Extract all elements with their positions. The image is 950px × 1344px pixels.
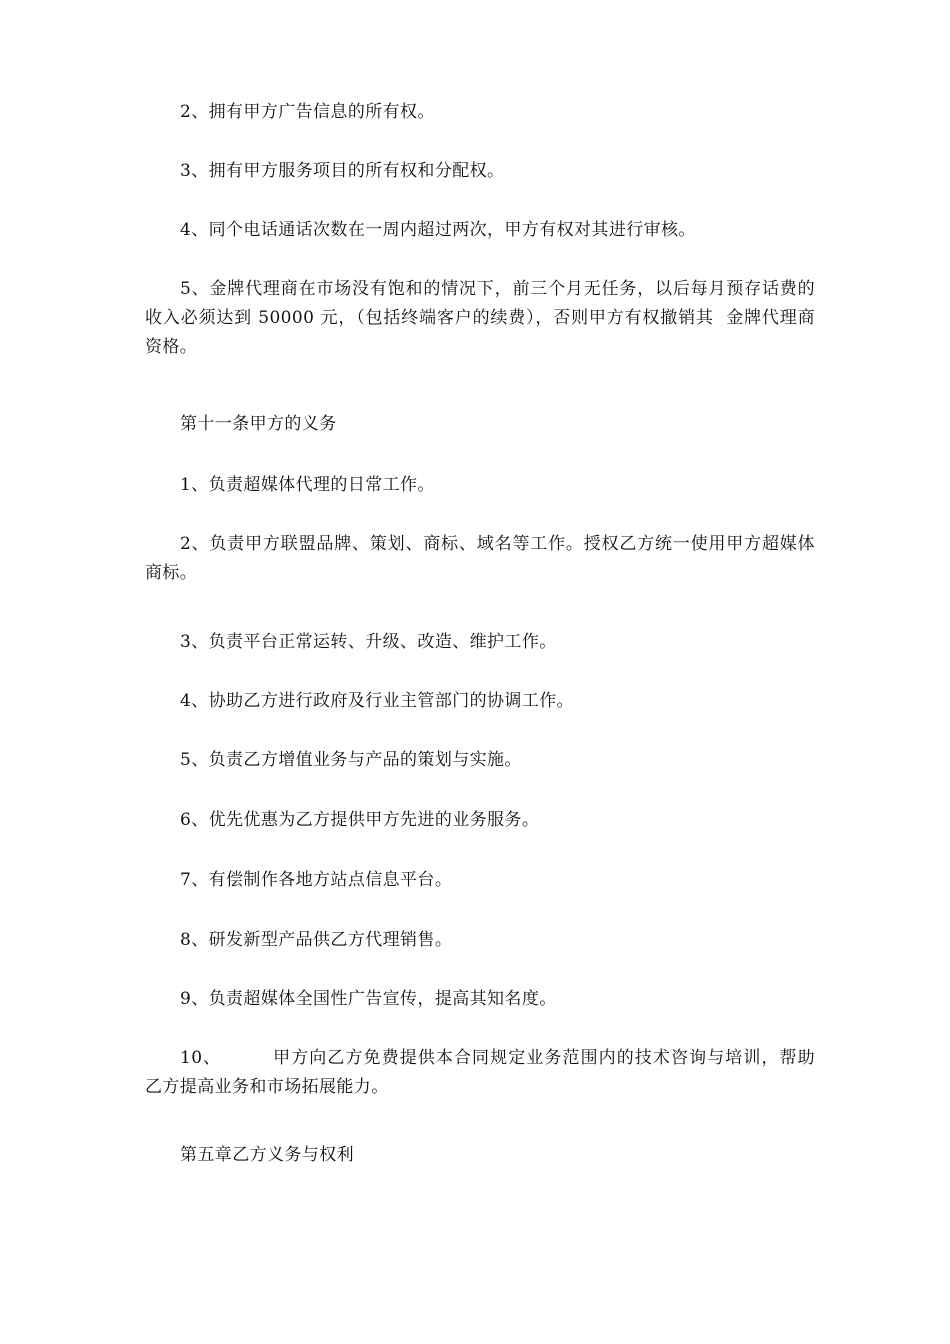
paragraph-item-5-gold-agent: 5、金牌代理商在市场没有饱和的情况下，前三个月无任务，以后每月预存话费的收入必须达到 50000 元，（包括终端客户的续费），否则甲方有权撤销其 金牌代理商资格。 xyxy=(145,279,815,357)
paragraph-duty-5: 5、负责乙方增值业务与产品的策划与实施。 xyxy=(180,750,522,770)
paragraph-item-3-service-ownership: 3、拥有甲方服务项目的所有权和分配权。 xyxy=(180,161,505,181)
paragraph-item-4-call-review: 4、同个电话通话次数在一周内超过两次，甲方有权对其进行审核。 xyxy=(180,220,696,240)
paragraph-duty-7: 7、有偿制作各地方站点信息平台。 xyxy=(180,870,453,890)
paragraph-duty-10: 10、 甲方向乙方免费提供本合同规定业务范围内的技术咨询与培训，帮助 乙方提高业务和市场拓展能力。 xyxy=(145,1048,827,1097)
paragraph-item-2-ad-ownership: 2、拥有甲方广告信息的所有权。 xyxy=(180,102,435,122)
paragraph-duty-9: 9、负责超媒体全国性广告宣传，提高其知名度。 xyxy=(180,989,557,1009)
paragraph-duty-8: 8、研发新型产品供乙方代理销售。 xyxy=(180,930,453,950)
paragraph-duty-4: 4、协助乙方进行政府及行业主管部门的协调工作。 xyxy=(180,691,575,711)
chapter-heading-5: 第五章乙方义务与权利 xyxy=(180,1145,354,1165)
paragraph-duty-3: 3、负责平台正常运转、升级、改造、维护工作。 xyxy=(180,632,557,652)
section-heading-article-11: 第十一条甲方的义务 xyxy=(180,414,337,434)
paragraph-duty-6: 6、优先优惠为乙方提供甲方先进的业务服务。 xyxy=(180,810,540,830)
paragraph-duty-2: 2、负责甲方联盟品牌、策划、商标、域名等工作。授权乙方统一使用甲方超媒体商标。 xyxy=(145,534,815,583)
paragraph-duty-1: 1、负责超媒体代理的日常工作。 xyxy=(180,475,435,495)
